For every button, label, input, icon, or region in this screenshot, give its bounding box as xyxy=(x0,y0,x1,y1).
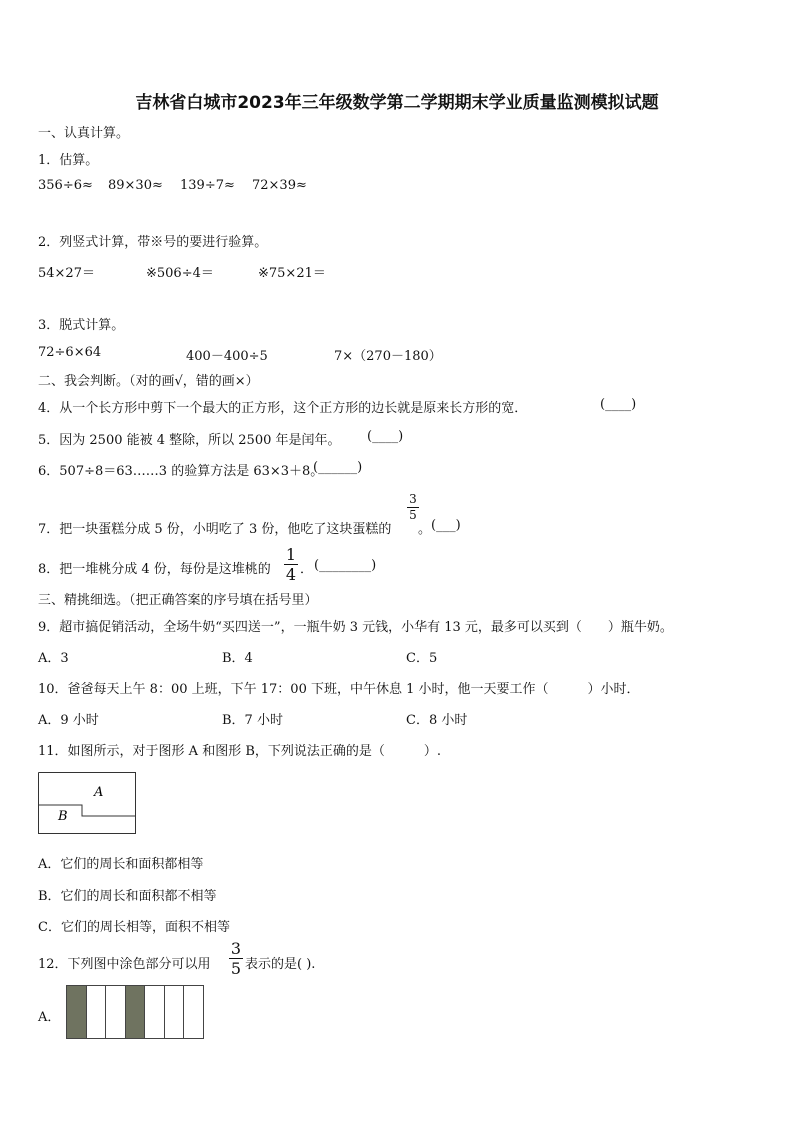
q12-figure-a xyxy=(66,985,204,1039)
q12-denominator: 5 xyxy=(230,959,242,978)
q9-text: 9．超市搞促销活动，全场牛奶“买四送一”，一瓶牛奶 3 元钱，小华有 13 元，最多可以买到（ ）瓶牛奶。 xyxy=(38,620,673,635)
q12-text: 12．下列图中涂色部分可以用 xyxy=(38,957,211,972)
q10-option-b[interactable]: B．7 小时 xyxy=(222,713,283,728)
q6-text: 6．507÷8＝63……3 的验算方法是 63×3＋8。 xyxy=(38,464,324,479)
q8-fraction xyxy=(284,546,298,583)
q7-text: 7．把一块蛋糕分成 5 份，小明吃了 3 份，他吃了这块蛋糕的 xyxy=(38,522,392,537)
shape-b-label: B xyxy=(58,809,68,824)
q4-text: 4．从一个长方形中剪下一个最大的正方形，这个正方形的边长就是原来长方形的宽． xyxy=(38,401,528,416)
q12-option-a[interactable]: A． xyxy=(38,1010,61,1025)
section-2-heading: 二、我会判断。（对的画√，错的画×） xyxy=(38,374,259,389)
q8-numerator: 1 xyxy=(285,545,297,564)
q7-answer-blank[interactable]: (___) xyxy=(431,518,461,533)
shape-b-outline xyxy=(39,805,136,834)
q3-item: 400－400÷5 xyxy=(186,349,268,364)
q1-label: 1．估算。 xyxy=(38,153,99,168)
q8-answer-blank[interactable]: (________) xyxy=(314,558,377,573)
q1-item: 356÷6≈ xyxy=(38,178,93,193)
q10-text: 10．爸爸每天上午 8：00 上班，下午 17：00 下班，中午休息 1 小时，他一天要工作（ ）小时． xyxy=(38,682,640,697)
q5-text: 5．因为 2500 能被 4 整除，所以 2500 年是闰年。 xyxy=(38,433,341,448)
q1-item: 72×39≈ xyxy=(252,178,307,193)
q12-fraction xyxy=(229,940,243,977)
q6-answer-blank[interactable]: (______) xyxy=(313,460,363,475)
q5-answer-blank[interactable]: (____) xyxy=(367,429,404,444)
q3-label: 3．脱式计算。 xyxy=(38,318,125,333)
q2-item: ※506÷4＝ xyxy=(146,266,214,281)
q3-item: 7×（270－180） xyxy=(334,349,442,364)
shape-a-label: A xyxy=(94,785,104,800)
q12-numerator: 3 xyxy=(230,939,242,958)
q7-denominator: 5 xyxy=(409,508,417,522)
q9-option-a[interactable]: A．3 xyxy=(38,651,69,666)
q10-option-c[interactable]: C．8 小时 xyxy=(406,713,468,728)
q10-option-a[interactable]: A．9 小时 xyxy=(38,713,99,728)
q2-label: 2．列竖式计算，带※号的要进行验算。 xyxy=(38,235,268,250)
blank-stripe xyxy=(145,986,165,1038)
q1-item: 139÷7≈ xyxy=(180,178,235,193)
shape-a-outline xyxy=(39,773,136,817)
section-3-heading: 三、精挑细选。（把正确答案的序号填在括号里） xyxy=(38,593,318,608)
q12-suffix: 表示的是( ). xyxy=(245,957,316,972)
shaded-stripe xyxy=(67,986,87,1038)
q8-text: 8．把一堆桃分成 4 份，每份是这堆桃的 xyxy=(38,562,271,577)
shaded-stripe xyxy=(126,986,146,1038)
q2-item: ※75×21＝ xyxy=(258,266,326,281)
blank-stripe xyxy=(87,986,107,1038)
q9-option-b[interactable]: B．4 xyxy=(222,651,253,666)
q8-suffix: ． xyxy=(300,562,314,577)
blank-stripe xyxy=(165,986,185,1038)
blank-stripe xyxy=(184,986,203,1038)
q8-denominator: 4 xyxy=(285,565,297,584)
section-1-heading: 一、认真计算。 xyxy=(38,126,130,141)
q11-figure xyxy=(38,772,136,834)
q7-suffix: 。 xyxy=(418,522,432,537)
q1-item: 89×30≈ xyxy=(108,178,163,193)
q9-option-c[interactable]: C．5 xyxy=(406,651,438,666)
q4-answer-blank[interactable]: (____) xyxy=(600,397,637,412)
q11-text: 11．如图所示，对于图形 A 和图形 B，下列说法正确的是（ ）. xyxy=(38,744,442,759)
q7-numerator: 3 xyxy=(409,492,417,506)
page-title: 吉林省白城市2023年三年级数学第二学期期末学业质量监测模拟试题 xyxy=(135,93,659,113)
q11-option-c[interactable]: C．它们的周长相等，面积不相等 xyxy=(38,920,230,935)
q2-item: 54×27＝ xyxy=(38,266,95,281)
q11-option-a[interactable]: A．它们的周长和面积都相等 xyxy=(38,857,204,872)
blank-stripe xyxy=(106,986,126,1038)
q3-item: 72÷6×64 xyxy=(38,345,102,360)
q11-option-b[interactable]: B．它们的周长和面积都不相等 xyxy=(38,889,217,904)
